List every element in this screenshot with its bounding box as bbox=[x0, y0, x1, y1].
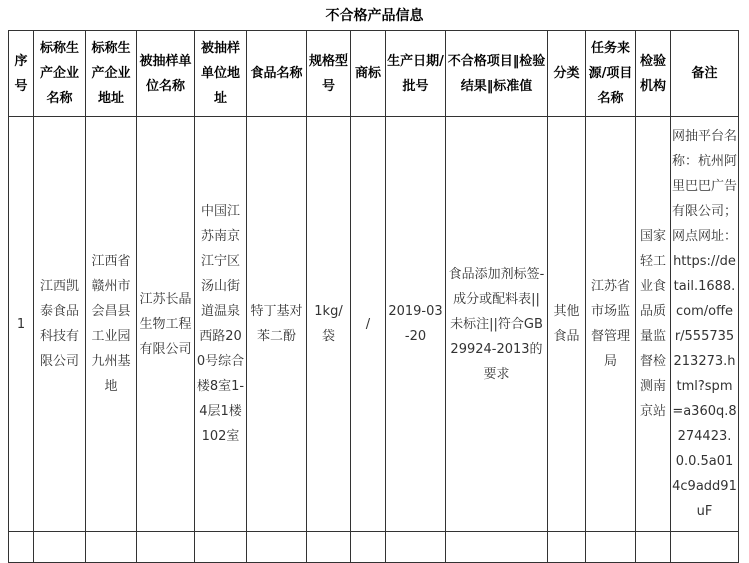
cell-inspection-agency: 国家轻工业食品质量监督检测南京站 bbox=[636, 117, 671, 532]
header-production-date: 生产日期/批号 bbox=[386, 31, 446, 117]
empty-cell bbox=[386, 532, 446, 563]
header-inspection-agency: 检验机构 bbox=[636, 31, 671, 117]
empty-cell bbox=[9, 532, 34, 563]
header-task-source: 任务来源/项目名称 bbox=[586, 31, 636, 117]
cell-producer-name: 江西凯泰食品科技有限公司 bbox=[34, 117, 86, 532]
table-header-row bbox=[9, 31, 739, 117]
empty-cell bbox=[307, 532, 351, 563]
cell-production-date: 2019-03-20 bbox=[386, 117, 446, 532]
cell-failed-items: 食品添加剂标签-成分或配料表||未标注||符合GB29924-2013的要求 bbox=[446, 117, 548, 532]
empty-cell bbox=[137, 532, 195, 563]
table-row bbox=[9, 117, 739, 532]
cell-producer-address: 江西省赣州市会昌县工业园九州基地 bbox=[86, 117, 137, 532]
empty-cell bbox=[351, 532, 386, 563]
header-producer-address: 标称生产企业地址 bbox=[86, 31, 137, 117]
cell-trademark: / bbox=[351, 117, 386, 532]
empty-cell bbox=[446, 532, 548, 563]
empty-cell bbox=[34, 532, 86, 563]
table-row-partial bbox=[9, 532, 739, 563]
cell-sampled-unit-address: 中国江苏南京江宁区汤山街道温泉西路200号综合楼8室1-4层1楼102室 bbox=[195, 117, 247, 532]
empty-cell bbox=[586, 532, 636, 563]
empty-cell bbox=[636, 532, 671, 563]
header-food-name: 食品名称 bbox=[247, 31, 307, 117]
header-remarks: 备注 bbox=[671, 31, 739, 117]
header-sampled-unit-address: 被抽样单位地址 bbox=[195, 31, 247, 117]
empty-cell bbox=[671, 532, 739, 563]
header-trademark: 商标 bbox=[351, 31, 386, 117]
cell-sampled-unit-name: 江苏长晶生物工程有限公司 bbox=[137, 117, 195, 532]
unqualified-products-table bbox=[8, 30, 739, 563]
header-producer-name: 标称生产企业名称 bbox=[34, 31, 86, 117]
header-sampled-unit-name: 被抽样单位名称 bbox=[137, 31, 195, 117]
empty-cell bbox=[195, 532, 247, 563]
header-spec-model: 规格型号 bbox=[307, 31, 351, 117]
cell-food-name: 特丁基对苯二酚 bbox=[247, 117, 307, 532]
cell-remarks: 网抽平台名称：杭州阿里巴巴广告有限公司；网点网址：https://detail.1688.com/offer/555735213273.html?spm=a360q.8274423.0.0.5a014c9add91uF bbox=[671, 117, 739, 532]
header-failed-items: 不合格项目‖检验结果‖标准值 bbox=[446, 31, 548, 117]
empty-cell bbox=[548, 532, 586, 563]
cell-spec-model: 1kg/袋 bbox=[307, 117, 351, 532]
header-serial-number: 序号 bbox=[9, 31, 34, 117]
cell-category: 其他食品 bbox=[548, 117, 586, 532]
cell-serial-number: 1 bbox=[9, 117, 34, 532]
empty-cell bbox=[247, 532, 307, 563]
header-category: 分类 bbox=[548, 31, 586, 117]
empty-cell bbox=[86, 532, 137, 563]
page-title: 不合格产品信息 bbox=[325, 8, 424, 24]
cell-task-source: 江苏省市场监督管理局 bbox=[586, 117, 636, 532]
